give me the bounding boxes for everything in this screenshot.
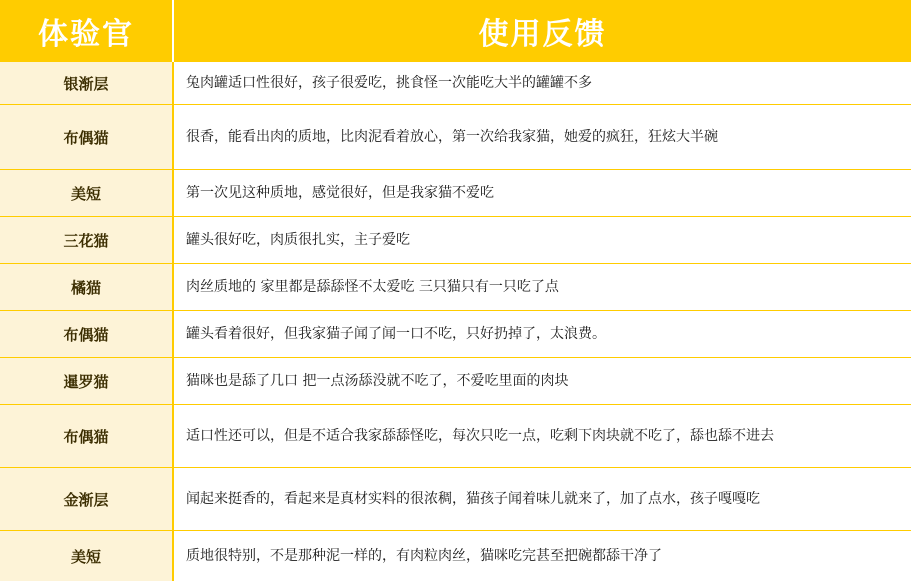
table-row	[0, 62, 911, 105]
table-row	[0, 264, 911, 311]
cell-feedback: 适口性还可以，但是不适合我家舔舔怪吃，每次只吃一点，吃剩下肉块就不吃了，舔也舔不进去	[172, 405, 911, 467]
table-row	[0, 405, 911, 468]
header-cell-feedback: 使用反馈	[172, 0, 911, 62]
cell-category: 美短	[0, 531, 172, 581]
table-row	[0, 311, 911, 358]
cell-category: 三花猫	[0, 217, 172, 263]
table-body	[0, 62, 911, 581]
cell-feedback: 罐头很好吃，肉质很扎实，主子爱吃	[172, 217, 911, 263]
cell-category: 布偶猫	[0, 311, 172, 357]
cell-feedback: 兔肉罐适口性很好，孩子很爱吃，挑食怪一次能吃大半的罐罐不多	[172, 62, 911, 104]
cell-feedback: 肉丝质地的 家里都是舔舔怪不太爱吃 三只猫只有一只吃了点	[172, 264, 911, 310]
table-header-row	[0, 0, 911, 62]
cell-category: 暹罗猫	[0, 358, 172, 404]
table-row	[0, 358, 911, 405]
cell-category: 银渐层	[0, 62, 172, 104]
cell-category: 橘猫	[0, 264, 172, 310]
header-cell-category: 体验官	[38, 17, 134, 52]
table-row	[0, 468, 911, 531]
cell-feedback: 第一次见这种质地，感觉很好，但是我家猫不爱吃	[172, 170, 911, 216]
cell-feedback: 猫咪也是舔了几口 把一点汤舔没就不吃了，不爱吃里面的肉块	[172, 358, 911, 404]
cell-feedback: 闻起来挺香的，看起来是真材实料的很浓稠，猫孩子闻着味儿就来了，加了点水，孩子嘎嘎吃	[172, 468, 911, 530]
cell-feedback: 很香，能看出肉的质地，比肉泥看着放心，第一次给我家猫，她爱的疯狂，狂炫大半碗	[172, 105, 911, 169]
cell-feedback: 罐头看着很好，但我家猫子闻了闻一口不吃，只好扔掉了，太浪费。	[172, 311, 911, 357]
cell-category: 布偶猫	[0, 105, 172, 169]
cell-category: 布偶猫	[0, 405, 172, 467]
table-row	[0, 170, 911, 217]
cell-category: 美短	[0, 170, 172, 216]
table-row	[0, 105, 911, 170]
cell-feedback: 质地很特别，不是那种泥一样的，有肉粒肉丝，猫咪吃完甚至把碗都舔干净了	[172, 531, 911, 581]
table-row	[0, 217, 911, 264]
cell-category: 金渐层	[0, 468, 172, 530]
